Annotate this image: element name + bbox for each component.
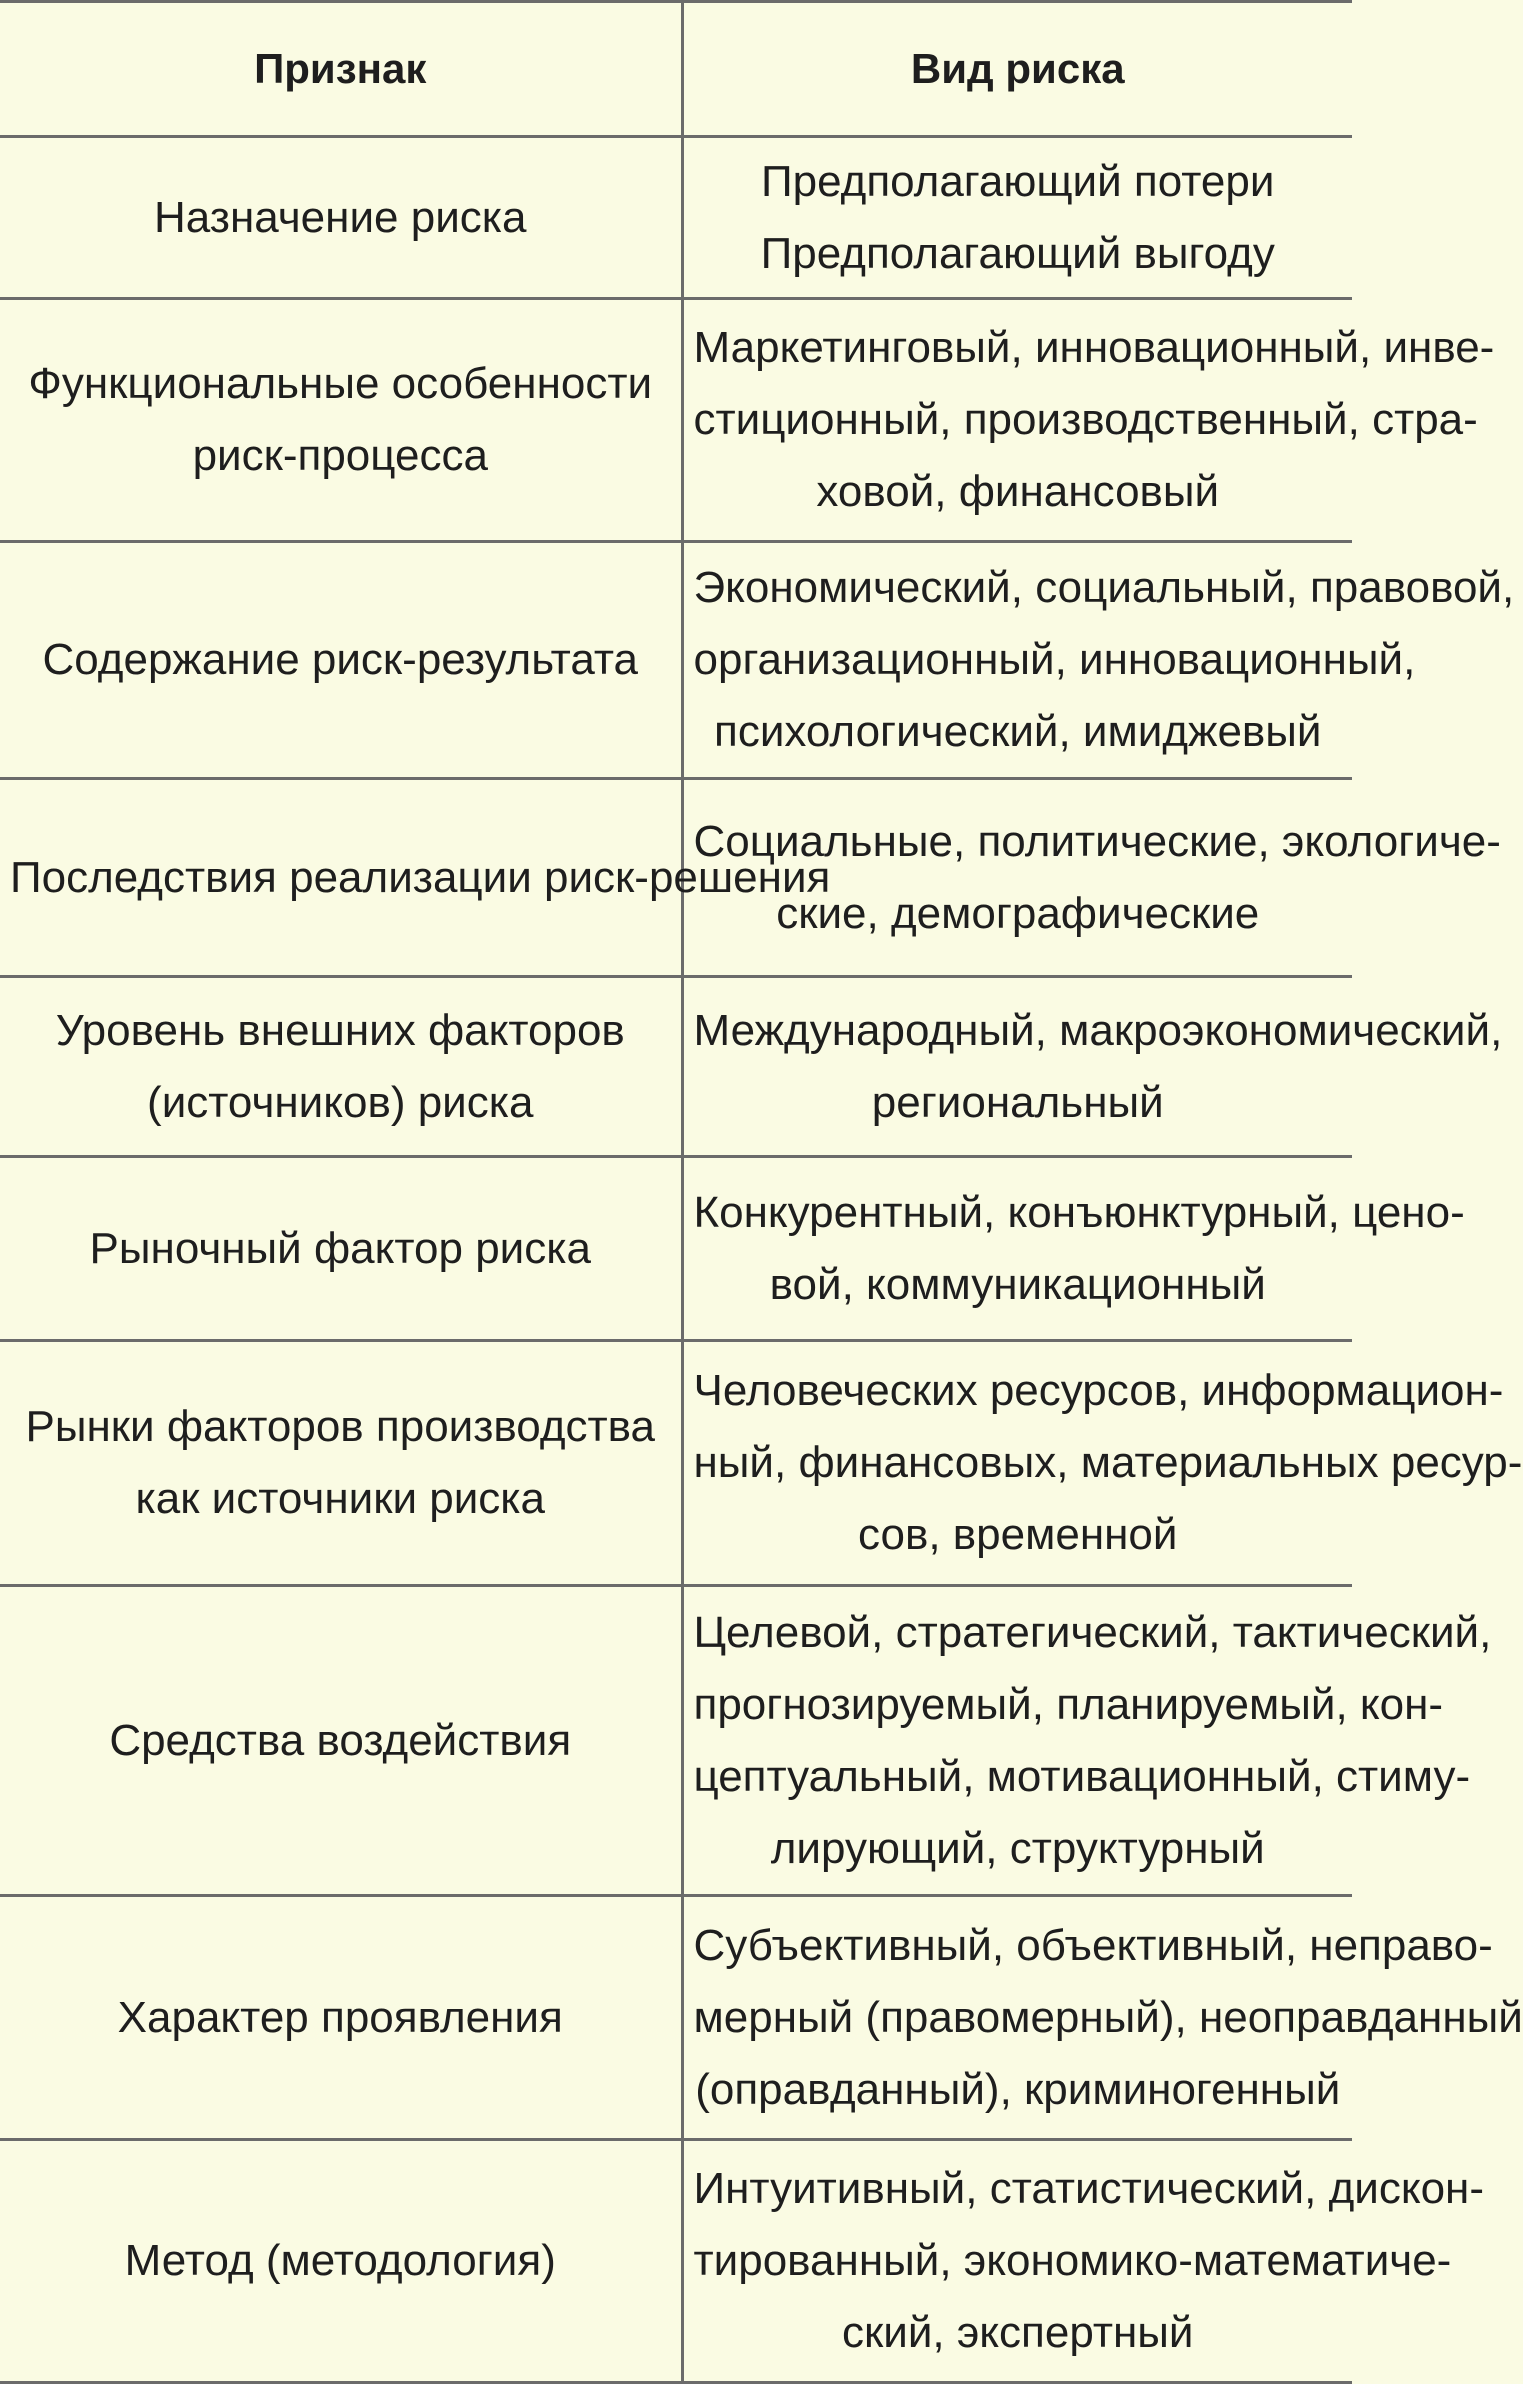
feature-cell xyxy=(0,1157,682,1341)
risk-type-cell xyxy=(682,542,1515,779)
header-risk-type: Вид риска xyxy=(682,2,1352,137)
table-row xyxy=(0,1896,1352,2140)
risk-type-line: психологический, имиджевый xyxy=(714,707,1322,756)
risk-type-line: Предполагающий потери xyxy=(761,156,1275,206)
risk-type-line: мерный (правомерный), неоправданный xyxy=(693,1992,1523,2042)
risk-type-line: Экономический, социальный, правовой, xyxy=(693,563,1515,612)
risk-type-cell xyxy=(682,137,1352,299)
risk-type-line: Целевой, стратегический, тактический, xyxy=(693,1607,1492,1657)
feature-line: Рыночный фактор риска xyxy=(89,1223,591,1273)
risk-type-line: (оправданный), криминогенный xyxy=(695,2064,1341,2114)
feature-line: (источников) риска xyxy=(147,1077,534,1127)
risk-type-line: Маркетинговый, инновационный, инве- xyxy=(693,323,1495,372)
risk-type-line: сов, временной xyxy=(858,1510,1178,1559)
risk-type-line: Человеческих ресурсов, информацион- xyxy=(693,1366,1504,1415)
header-row xyxy=(0,2,1352,137)
risk-type-line: Социальные, политические, экологиче- xyxy=(693,816,1501,866)
table-row xyxy=(0,2140,1352,2383)
table-row xyxy=(0,542,1352,779)
risk-type-line: ный, финансовых, материальных ресур- xyxy=(693,1438,1523,1487)
risk-type-line: Предполагающий выгоду xyxy=(760,228,1275,278)
feature-line: Средства воздействия xyxy=(109,1715,572,1765)
feature-cell xyxy=(0,1341,682,1586)
risk-type-line: вой, коммуникационный xyxy=(769,1259,1266,1309)
feature-line: Функциональные особенности xyxy=(28,359,653,408)
risk-type-line: организационный, инновационный, xyxy=(693,635,1416,684)
risk-type-cell xyxy=(682,1586,1492,1896)
feature-line: Характер проявления xyxy=(117,1992,563,2042)
risk-type-line: лирующий, структурный xyxy=(770,1823,1265,1873)
risk-type-cell xyxy=(682,1157,1465,1341)
table-row xyxy=(0,299,1352,542)
risk-type-cell xyxy=(682,299,1495,542)
risk-type-line: региональный xyxy=(871,1077,1164,1127)
feature-line: Рынки факторов производства xyxy=(25,1402,655,1451)
feature-cell xyxy=(0,299,682,542)
table-row xyxy=(0,1586,1352,1896)
feature-cell xyxy=(0,1896,682,2140)
feature-cell xyxy=(0,137,682,299)
feature-line: Метод (методология) xyxy=(124,2236,556,2285)
feature-cell xyxy=(0,1586,682,1896)
table-row xyxy=(0,779,1352,977)
risk-type-line: прогнозируемый, планируемый, кон- xyxy=(693,1679,1444,1729)
risk-type-line: ховой, финансовый xyxy=(816,467,1220,516)
feature-cell xyxy=(0,2140,682,2383)
risk-type-line: Конкурентный, конъюнктурный, цено- xyxy=(693,1187,1465,1237)
feature-line: Уровень внешних факторов xyxy=(55,1005,625,1055)
feature-cell xyxy=(0,779,831,977)
feature-line: как источники риска xyxy=(135,1474,545,1523)
table-row xyxy=(0,1341,1352,1586)
table-row xyxy=(0,137,1352,299)
risk-type-line: ский, экспертный xyxy=(841,2308,1194,2357)
feature-cell xyxy=(0,977,682,1157)
risk-type-cell xyxy=(682,1341,1523,1586)
risk-type-line: цептуальный, мотивационный, стиму- xyxy=(693,1751,1471,1801)
feature-cell xyxy=(0,542,682,779)
risk-type-cell xyxy=(682,2140,1484,2383)
header-feature: Признак xyxy=(0,2,682,137)
risk-type-line: тированный, экономико-математиче- xyxy=(693,2236,1452,2285)
risk-type-cell xyxy=(682,1896,1523,2140)
risk-type-cell xyxy=(682,779,1501,977)
feature-line: Последствия реализации риск-решения xyxy=(10,852,831,902)
table-row xyxy=(0,1157,1352,1341)
risk-type-line: Международный, макроэкономический, xyxy=(693,1005,1503,1055)
table-row xyxy=(0,977,1352,1157)
feature-line: Содержание риск-результата xyxy=(42,635,638,684)
feature-line: Назначение риска xyxy=(154,192,527,242)
feature-line: риск-процесса xyxy=(192,431,488,480)
risk-type-line: ские, демографические xyxy=(776,888,1260,938)
risk-type-line: Интуитивный, статистический, дискон- xyxy=(693,2164,1484,2213)
risk-type-line: Субъективный, объективный, неправо- xyxy=(693,1920,1493,1970)
risk-type-cell xyxy=(682,977,1503,1157)
risk-type-line: стиционный, производственный, стра- xyxy=(693,395,1478,444)
